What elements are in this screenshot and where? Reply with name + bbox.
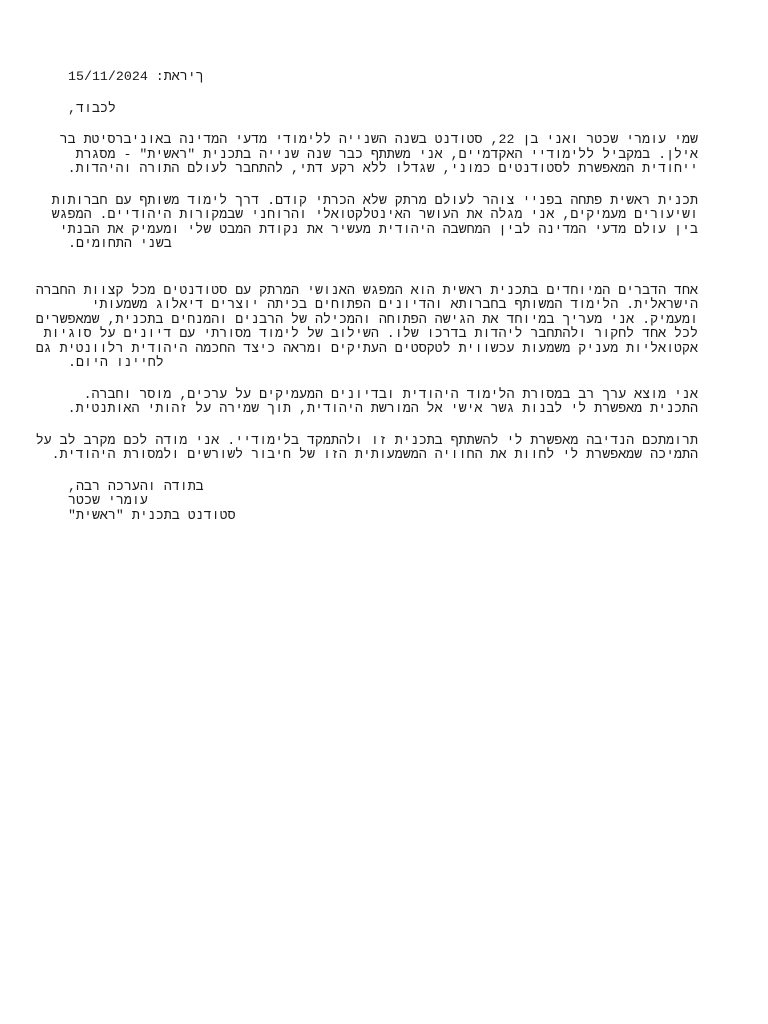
paragraph-values bbox=[68, 388, 698, 417]
paragraph-line: בין עולם מדעי המדינה לבין המחשבה היהודית מעשיר את נקודת המבט שלי ומעמיק את הבנתי bbox=[59, 221, 698, 237]
paragraph-line: אני מוצא ערך רב במסורת הלימוד היהודית ובדיונים המעמיקים על ערכים, מוסר וחברה. bbox=[83, 386, 698, 402]
paragraph-line: אחד הדברים המיוחדים בתכנית ראשית הוא המפגש האנושי המרתק עם סטודנטים מכל קצוות החברה bbox=[35, 282, 698, 298]
paragraph-line: לחיינו היום. bbox=[68, 355, 164, 370]
letter-closing bbox=[68, 480, 698, 524]
paragraph-line: תרומתכם הנדיבה מאפשרת לי להשתתף בתכנית זו ולהתמקד בלימודיי. אני מודה לכם מקרב לב על bbox=[35, 432, 698, 448]
date-text: 15/11/2024 :תאריך bbox=[68, 69, 204, 84]
greeting-text: לכבוד, bbox=[68, 100, 116, 116]
paragraph-line: שמי עומרי שכטר ואני בן 22, סטודנט בשנה השנייה ללימודי מדעי המדינה באוניברסיטת בר bbox=[59, 132, 698, 147]
paragraph-line: ומעמיק. אני מעריך במיוחד את הגישה הפתוחה והמכילה של הרבנים והמנחים בתכנית, שמאפשרים bbox=[35, 311, 698, 327]
paragraph-program bbox=[51, 192, 698, 252]
signature-name: עומרי שכטר bbox=[68, 493, 148, 508]
paragraph-line: הישראלית. הלימוד המשותף בחברותא והדיונים הפתוחים בכיתה יוצרים דיאלוג משמעותי bbox=[91, 297, 698, 312]
letter-date-line bbox=[68, 70, 698, 85]
paragraph-line: התכנית מאפשרת לי לבנות גשר אישי אל המורשת היהודית, תוך שמירה על זהותי האותנטית. bbox=[67, 401, 698, 416]
signature-title: סטודנט בתכנית "ראשית" bbox=[68, 507, 236, 523]
paragraph-line: אילן. במקביל ללימודיי האקדמיים, אני משתתף כבר שנה שנייה בתכנית "ראשית" - מסגרת bbox=[75, 146, 698, 162]
paragraph-line: אקטואליות מעניק משמעות עכשווית לטקסטים העתיקים ומראה כיצד החכמה היהודית רלוונטית גם bbox=[35, 340, 698, 356]
paragraph-line: התמיכה שמאפשרת לי לחוות את החוויה המשמעותית הזו של חיבור לשורשים ולמסורת היהודית. bbox=[51, 447, 698, 462]
paragraph-line: ייחודית המאפשרת לסטודנטים כמוני, שגדלו ללא רקע דתי, להתחבר לעולם התורה והיהדות. bbox=[67, 161, 698, 176]
paragraph-intro bbox=[59, 132, 698, 177]
greeting bbox=[68, 102, 698, 117]
paragraph-line: ושיעורים מעמיקים, אני מגלה את העושר האינטלקטואלי והרוחני שבמקורות היהודיים. המפגש bbox=[51, 207, 698, 222]
letter-page bbox=[35, 69, 698, 523]
paragraph-thanks bbox=[35, 432, 698, 463]
closing-line: בתודה והערכה רבה, bbox=[68, 478, 204, 494]
paragraph-line: לכל אחד לחקור ולהתחבר ליהדות בדרכו שלו. השילוב של לימוד מסורתי עם דיונים על סוגיות bbox=[43, 326, 698, 341]
paragraph-community bbox=[35, 282, 698, 371]
paragraph-line: תכנית ראשית פתחה בפניי צוהר לעולם מרתק שלא הכרתי קודם. דרך לימוד משותף עם חברותות bbox=[51, 192, 698, 208]
paragraph-line: בשני התחומים. bbox=[68, 236, 172, 251]
